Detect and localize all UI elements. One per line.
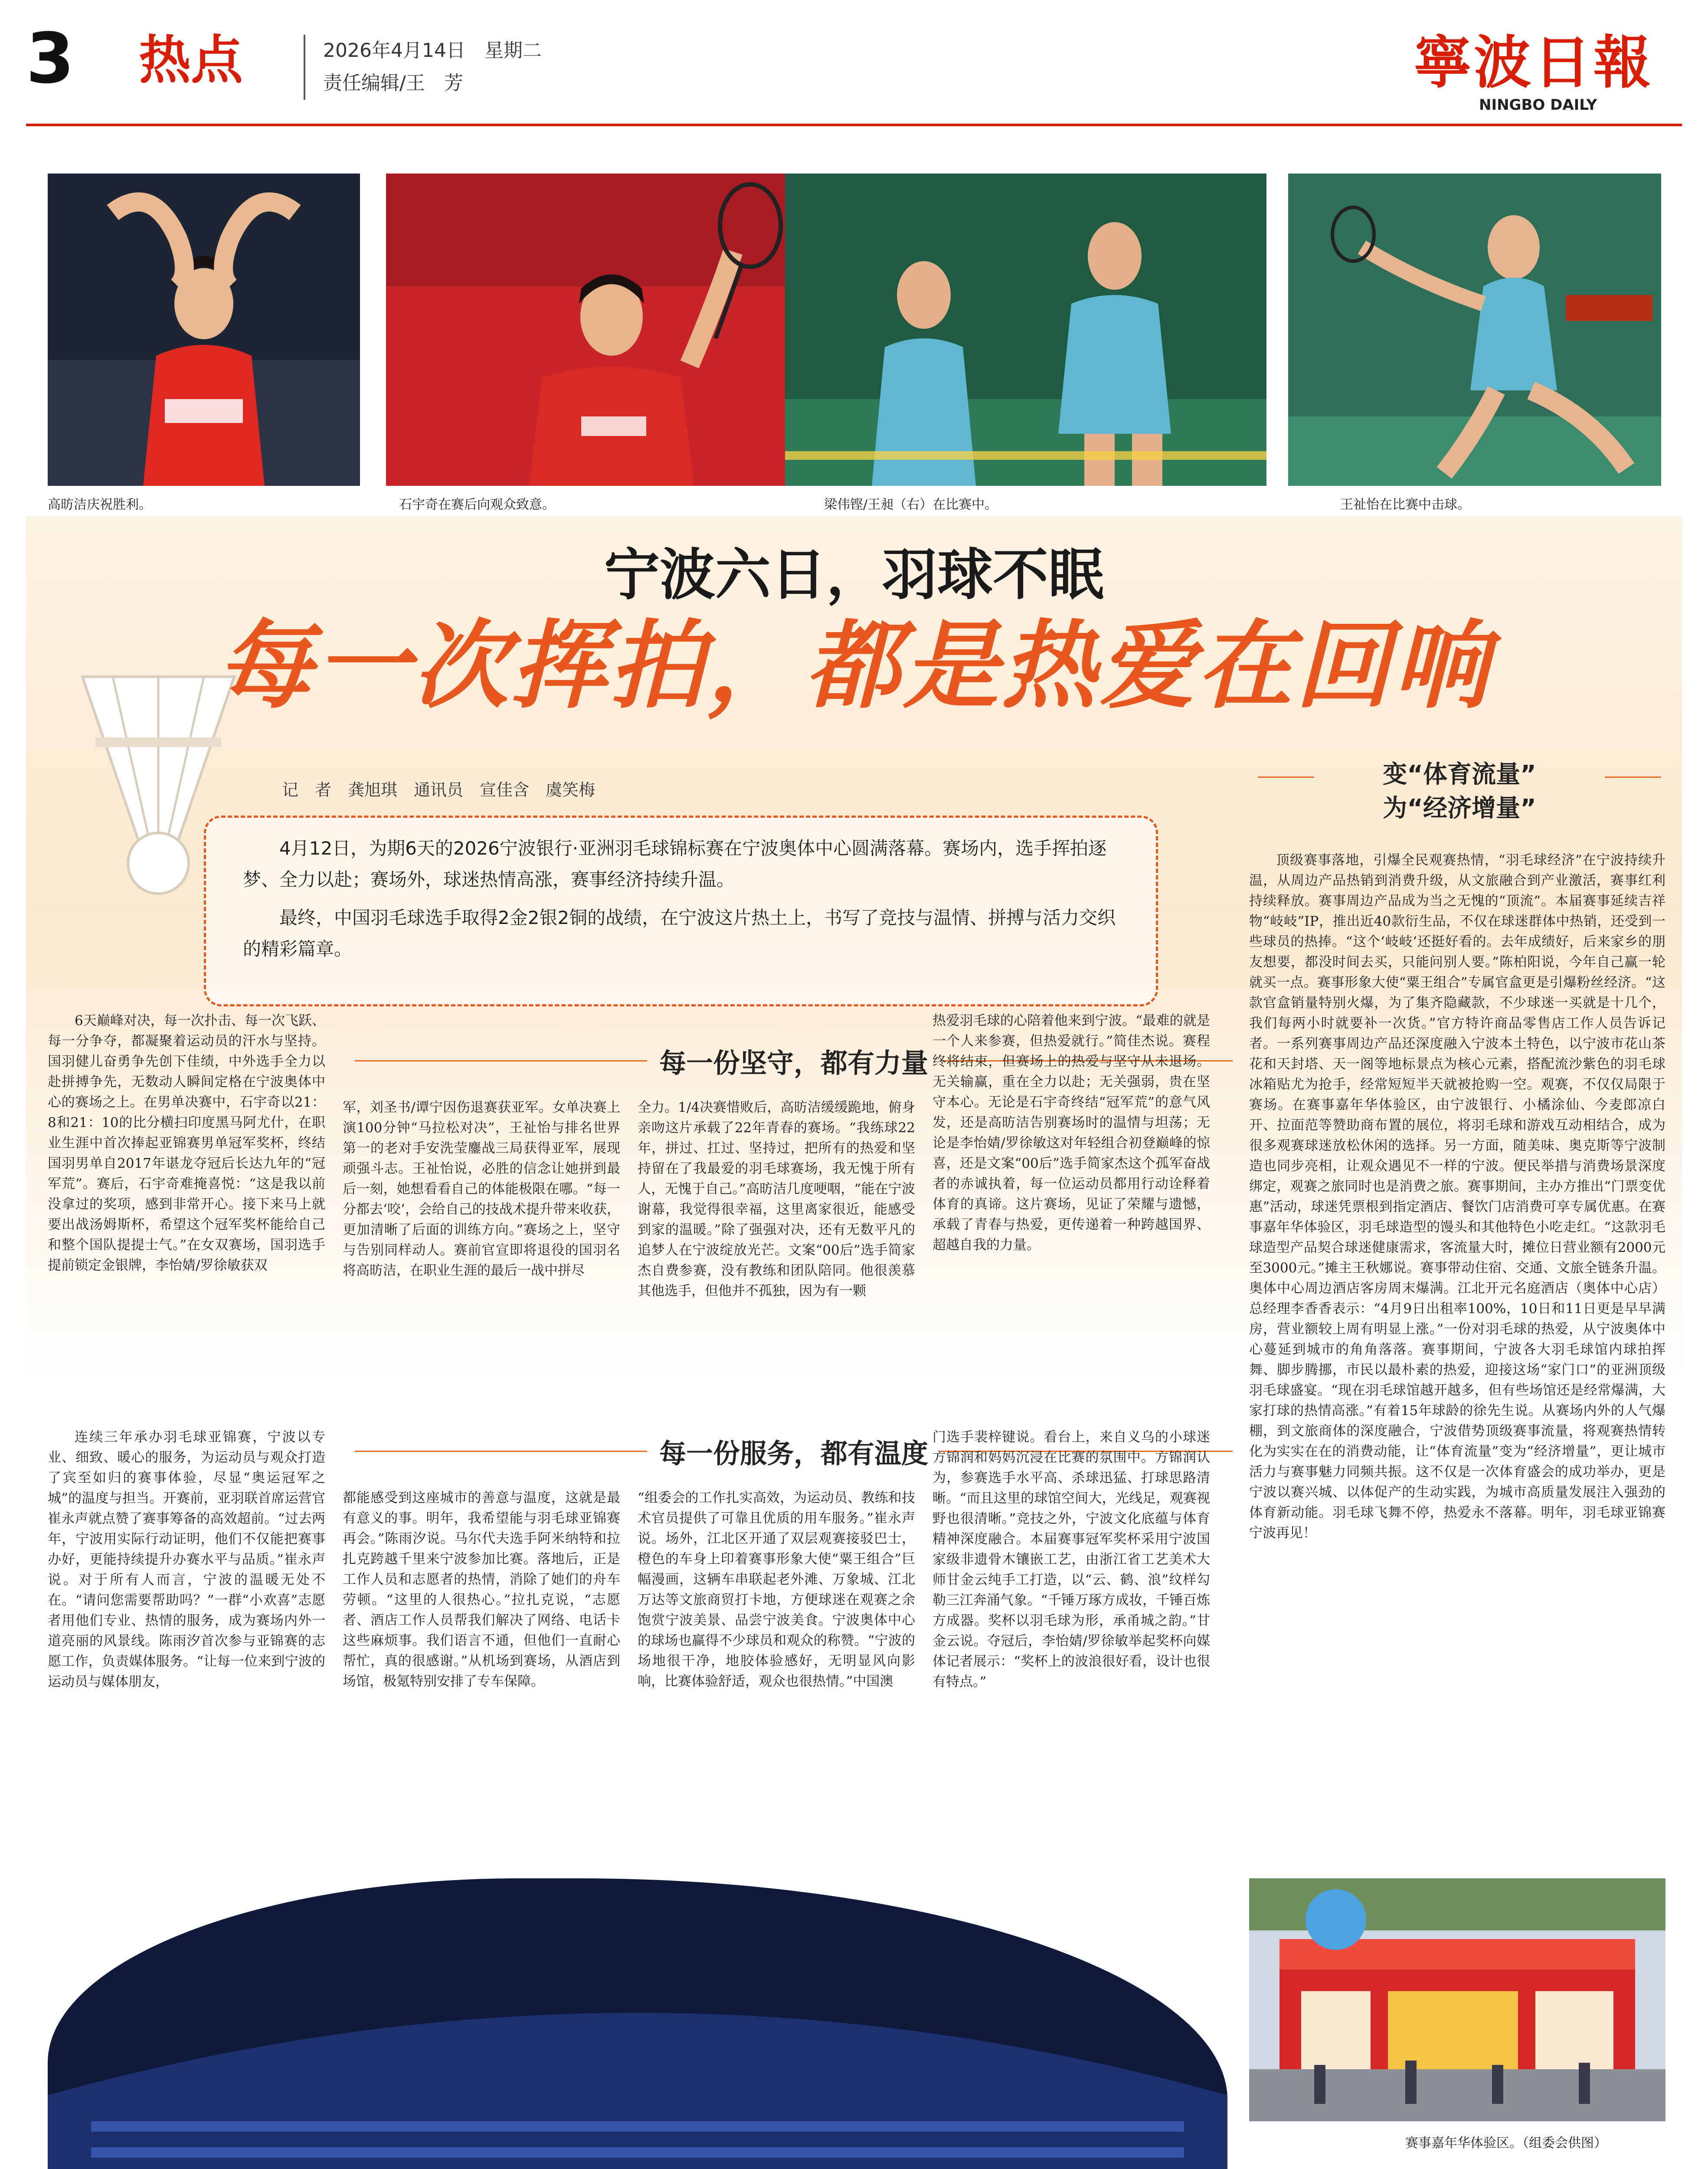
photo-shi-yuqi	[386, 174, 841, 486]
photo-liang-wang	[785, 174, 1266, 486]
article-column: 6天巅峰对决，每一次扑击、每一次飞跃、每一分争夺，都凝聚着运动员的汗水与坚持。国羽健儿奋勇争先创下佳绩，中外选手全力以赴拼搏争先，无数动人瞬间定格在宁波奥体中心的赛场之上。在男单决赛中，石宇奇以21：8和21：10的比分横扫印度黑马阿尤什，在职业生涯中首次捧起亚锦赛男单冠军奖杯，终结国羽男单自2017年谌龙夺冠后长达九年的“冠军荒”。赛后，石宇奇难掩喜悦：“这是我以前没拿过的奖项，感到非常开心。接下来马上就要出战汤姆斯杯，希望这个冠军奖杯能给自己和整个国队提提士气。”在女双赛场，国羽选手提前锁定金银牌，李怡婧/罗徐敏获双	[48, 1013, 325, 1273]
section-label: 热点	[139, 30, 243, 91]
section-title: 每一份坚守，都有力量	[343, 1037, 1245, 1084]
photo-caption: 石宇奇在赛后向观众致意。	[399, 497, 555, 512]
article-column: 军，刘圣书/谭宁因伤退赛获亚军。女单决赛上演100分钟“马拉松对决”，王祉怡与排名世界第一的老对手安洗莹鏖战三局获得亚军，展现顽强斗志。王祉怡说，必胜的信念让她拼到最后一刻，她想看看自己的体能极限在哪。“每一分都去‘咬’，会给自己的技战术提升带来收获，更加清晰了后面的训练方向。”赛场之上，坚守与告别同样动人。赛前官宣即将退役的国羽名将高昉洁，在职业生涯的最后一战中拼尽	[343, 1100, 620, 1278]
photo-fan-expo	[1249, 1878, 1665, 2121]
photo-caption: 王祉怡在比赛中击球。	[1340, 497, 1470, 512]
date-line: 2026年4月14日 星期二	[323, 39, 542, 62]
lead-paragraph: 最终，中国羽毛球选手取得2金2银2铜的战绩，在宁波这片热土上，书写了竞技与温情、拼搏与活力交织的精彩篇章。	[243, 907, 1116, 960]
article-column: 连续三年承办羽毛球亚锦赛，宁波以专业、细致、暖心的服务，为运动员与观众打造了宾至如归的赛事体验，尽显“奥运冠军之城”的温度与担当。开赛前，亚羽联首席运营官崔永声就点赞了赛事筹备的高效超前。“过去两年，宁波用实际行动证明，他们不仅能把赛事办好，更能持续提升办赛水平与品质。”崔永声说。对于所有人而言，宁波的温暖无处不在。“请问您需要帮助吗？”一群“小欢喜”志愿者用他们专业、热情的服务，成为赛场内外一道亮丽的风景线。陈雨汐首次参与亚锦赛的志愿工作，负责媒体服务。“让每一位来到宁波的运动员与媒体朋友，	[48, 1429, 325, 1690]
photo-caption: 赛事嘉年华体验区。（组委会供图）	[1405, 2136, 1607, 2151]
article-column: 顶级赛事落地，引爆全民观赛热情，“羽毛球经济”在宁波持续升温，从周边产品热销到消费升级，从文旅融合到产业激活，赛事红利持续释放。赛事周边产品成为当之无愧的“顶流”。本届赛事延续吉祥物“岐岐”IP，推出近40款衍生品，不仅在球迷群体中热销，还受到一些球员的热捧。“这个‘岐岐’还挺好看的。去年成绩好，后来家乡的朋友想要，都没时间去买，只能问别人要。”陈柏阳说，今年自己赢一轮就买一点。赛事形象大使“粟王组合”专属官盒更是引爆粉丝经济。“这款官盒销量特别火爆，为了集齐隐藏款，不少球迷一买就是十几个，我们每两小时就要补一次货。”官方特许商品零售店工作人员告诉记者。一系列赛事周边产品还深度融入宁波本土特色，以宁波市花山茶花和天封塔、天一阁等地标景点为核心元素，搭配流沙紫色的羽毛球冰箱贴尤为抢手，经常短短半天就被抢购一空。观赛，不仅仅局限于赛场。在赛事嘉年华体验区，由宁波银行、小橘涂仙、今麦郎凉白开、拉面范等赞助商布置的展位，将羽毛球和游戏互动相结合，成为很多观赛球迷放松休闲的选择。另一方面，随美味、奥克斯等宁波制造也同步亮相，让观众遇见不一样的宁波。便民举措与消费场景深度绑定，观赛之旅同时也是消费之旅。赛事期间，主办方推出“门票变优惠”活动，球迷凭票根到指定酒店、餐饮门店消费可享专属优惠。在赛事嘉年华体验区，羽毛球造型的馒头和其他特色小吃走红。“这款羽毛球造型产品契合球迷健康需求，客流量大时，摊位日营业额有2000元至3000元。”摊主王秋娜说。赛事带动住宿、交通、文旅全链条升温。奥体中心周边酒店客房周末爆满。江北开元名庭酒店（奥体中心店）总经理李香香表示：“4月9日出租率100%，10日和11日更是早早满房，营业额较上周有明显上涨。”一份对羽毛球的热爱，从宁波奥体中心蔓延到城市的角角落落。赛事期间，宁波各大羽毛球馆内球拍挥舞、脚步腾挪，市民以最朴素的热爱，迎接这场“家门口”的亚洲顶级羽毛球盛宴。“现在羽毛球馆越开越多，但有些场馆还是经常爆满，大家打球的热情高涨。”有着15年球龄的徐先生说。从赛场内外的人气爆棚，到文旅商体的深度融合，宁波借势顶级赛事流量，将观赛热情转化为实实在在的消费动能，让“体育流量”变为“经济增量”，更让城市活力与赛事魅力同频共振。这不仅是一次体育盛会的成功举办，更是宁波以赛兴城、以体促产的生动实践，为城市高质量发展注入强劲的体育新动能。羽毛球飞舞不停，热爱永不落幕。明年，羽毛球亚锦赛宁波再见！	[1249, 852, 1665, 1541]
section-title: 每一份服务，都有温度	[343, 1427, 1245, 1475]
header-divider	[304, 35, 305, 100]
photo-court-final	[48, 1878, 1227, 2169]
editor-line: 责任编辑/王 芳	[323, 72, 463, 94]
article-column: “组委会的工作扎实高效，为运动员、教练和技术官员提供了可靠且优质的用车服务。”崔永声说。场外，江北区开通了双层观赛接驳巴士，橙色的车身上印着赛事形象大使“粟王组合”巨幅漫画，这辆车串联起老外滩、万象城、江北万达等文旅商贸打卡地，方便球迷在观赛之余饱赏宁波美景、品尝宁波美食。宁波奥体中心的球场也赢得不少球员和观众的称赞。“宁波的场地很干净，地胶体验感好，无明显风向影响，比赛体验舒适，观众也很热情。”中国澳	[638, 1490, 915, 1689]
page-number: 3	[26, 18, 75, 99]
photo-caption: 高昉洁庆祝胜利。	[48, 497, 152, 512]
section-title: 变“体育流量” 为“经济增量”	[1258, 759, 1661, 829]
headline-title: 每一次挥拍，都是热爱在回响	[216, 610, 1491, 721]
photo-gao-celebrating	[48, 174, 360, 486]
photo-wang-zhiyi	[1288, 174, 1661, 486]
article-column: 都能感受到这座城市的善意与温度，这就是最有意义的事。明年，我希望能与羽毛球亚锦赛再会。”陈雨汐说。马尔代夫选手阿米纳特和拉扎克跨越千里来宁波参加比赛。落地后，正是工作人员和志愿者的热情，消除了她们的舟车劳顿。“这里的人很热心。”拉扎克说，“志愿者、酒店工作人员帮我们解决了网络、电话卡这些麻烦事。我们语言不通，但他们一直耐心帮忙，真的很感谢。”从机场到赛场，从酒店到场馆，极氪特别安排了专车保障。	[343, 1490, 620, 1689]
masthead-logo: 寧波日報	[1414, 29, 1653, 96]
article-column: 门选手裴梓键说。看台上，来自义乌的小球迷方锦润和妈妈沉浸在比赛的氛围中。方锦润认为，参赛选手水平高、杀球迅猛、打球思路清晰。“而且这里的球馆空间大，光线足，观赛视野也很清晰。”竞技之外，宁波文化底蕴与体育精神深度融合。本届赛事冠军奖杯采用宁波国家级非遗骨木镶嵌工艺，由浙江省工艺美术大师甘金云纯手工打造，以“云、鹤、浪”纹样勾勒三江奔涌气象。“千锤万琢方成妆，千锤百炼方成器。奖杯以羽毛球为形，承甬城之韵。”甘金云说。夺冠后，李怡婧/罗徐敏举起奖杯向媒体记者展示：“奖杯上的波浪很好看，设计也很有特点。”	[933, 1429, 1210, 1690]
headline-kicker: 宁波六日，羽球不眠	[604, 542, 1104, 607]
article-column: 全力。1/4决赛惜败后，高昉洁缓缓跪地，俯身亲吻这片承载了22年青春的赛场。“我练球22年，拼过、扛过、坚持过，把所有的热爱和坚持留在了我最爱的羽毛球赛场，我无愧于所有人，无愧于自己。”高昉洁几度哽咽，“能在宁波谢幕，我觉得很幸福，这里离家很近，能感受到家的温暖。”除了强强对决，还有无数平凡的追梦人在宁波绽放光芒。文案“00后”选手简家杰自费参赛，没有教练和团队陪同。他很羡慕其他选手，但他并不孤独，因为有一颗	[638, 1100, 915, 1299]
photo-caption: 梁伟铿/王昶（右）在比赛中。	[824, 497, 998, 512]
article-column: 热爱羽毛球的心陪着他来到宁波。“最难的就是一个人来参赛，但热爱就行。”简佳杰说。赛程终将结束，但赛场上的热爱与坚守从未退场。无关输赢，重在全力以赴；无关强弱，贵在坚守本心。无论是石宇奇终结“冠军荒”的意气风发，还是高昉洁告别赛场时的温情与坦荡；无论是李怡婧/罗徐敏这对年轻组合初登巅峰的惊喜，还是文案“00后”选手简家杰这个孤军奋战者的赤诚执着，每一位运动员都用行动诠释着体育的真谛。这片赛场，见证了荣耀与遗憾，承载了青春与热爱，更传递着一种跨越国界、超越自我的力量。	[933, 1013, 1210, 1253]
masthead-english: NINGBO DAILY	[1479, 96, 1597, 114]
header-rule	[26, 124, 1682, 126]
lead-paragraph: 4月12日，为期6天的2026宁波银行·亚洲羽毛球锦标赛在宁波奥体中心圆满落幕。赛场内，选手挥拍逐梦、全力以赴；赛场外，球迷热情高涨，赛事经济持续升温。	[243, 838, 1107, 890]
byline: 记 者 龚旭琪 通讯员 宣佳含 虞笑梅	[282, 780, 596, 799]
